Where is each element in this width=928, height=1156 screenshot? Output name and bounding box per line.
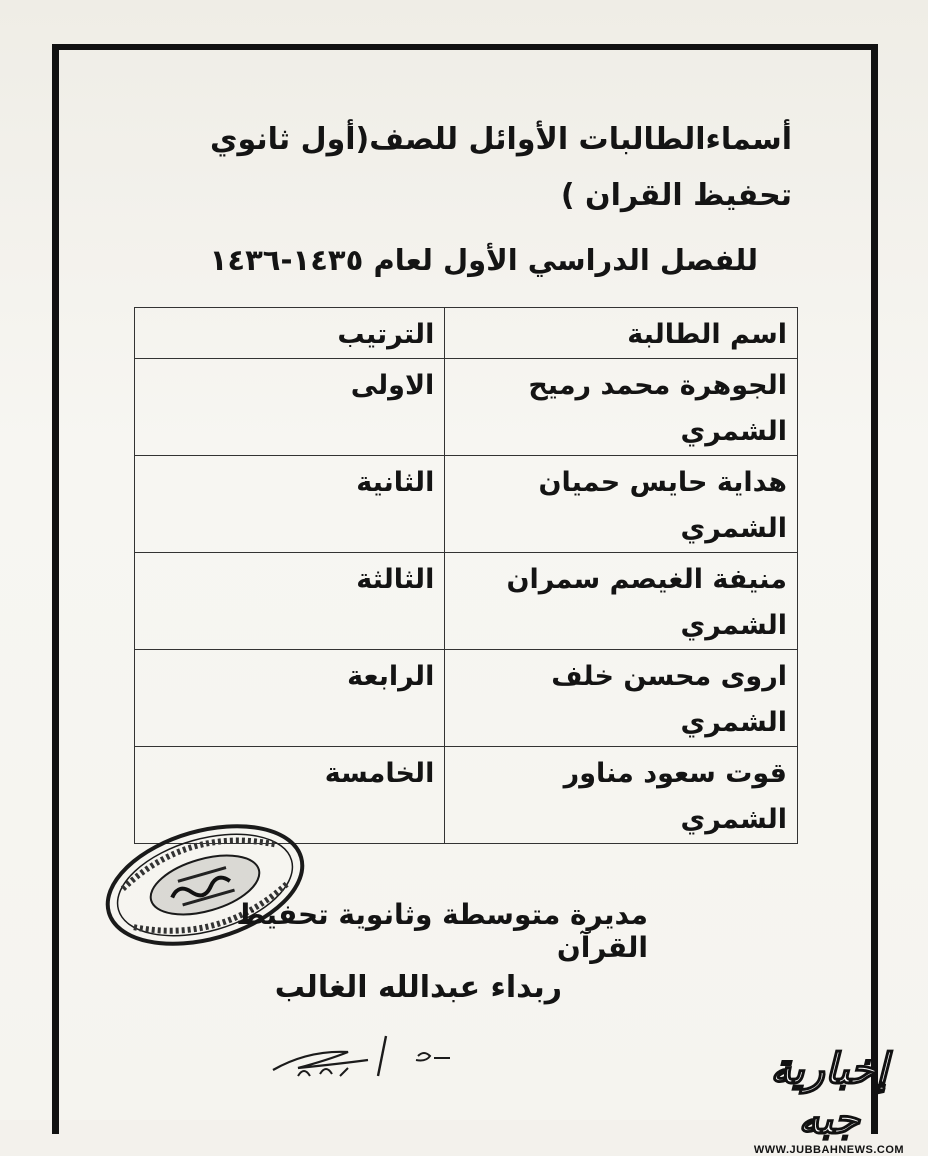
student-name: منيفة الغيصم سمران الشمري — [445, 553, 798, 650]
student-rank: الاولى — [135, 359, 445, 456]
table-header-row — [135, 308, 798, 359]
student-name: هداية حايس حميان الشمري — [445, 456, 798, 553]
document-subtitle: للفصل الدراسي الأول لعام ١٤٣٥-١٤٣٦ — [209, 243, 758, 277]
student-name: الجوهرة محمد رميح الشمري — [445, 359, 798, 456]
handwritten-signature — [268, 1030, 458, 1090]
students-ranking-table — [134, 307, 798, 844]
table-row — [135, 456, 798, 553]
principal-title: مديرة متوسطة وثانوية تحفيظ القرآن — [236, 898, 648, 964]
header-student-name: اسم الطالبة — [445, 308, 798, 359]
principal-name: ربداء عبدالله الغالب — [274, 970, 562, 1005]
student-rank: الثانية — [135, 456, 445, 553]
header-rank: الترتيب — [135, 308, 445, 359]
student-name: اروى محسن خلف الشمري — [445, 650, 798, 747]
student-rank: الثالثة — [135, 553, 445, 650]
document-title: أسماءالطالبات الأوائل للصف(أول ثانوي تحفيظ القران ) — [210, 122, 792, 213]
student-rank: الرابعة — [135, 650, 445, 747]
watermark-url: WWW.JUBBAHNEWS.COM — [753, 1144, 905, 1156]
news-watermark — [736, 1044, 922, 1156]
student-rank: الخامسة — [135, 747, 445, 844]
student-name: قوت سعود مناور الشمري — [445, 747, 798, 844]
watermark-logo: إخبارية جبه — [770, 1044, 888, 1143]
table-row — [135, 650, 798, 747]
table-row — [135, 359, 798, 456]
table-row — [135, 553, 798, 650]
